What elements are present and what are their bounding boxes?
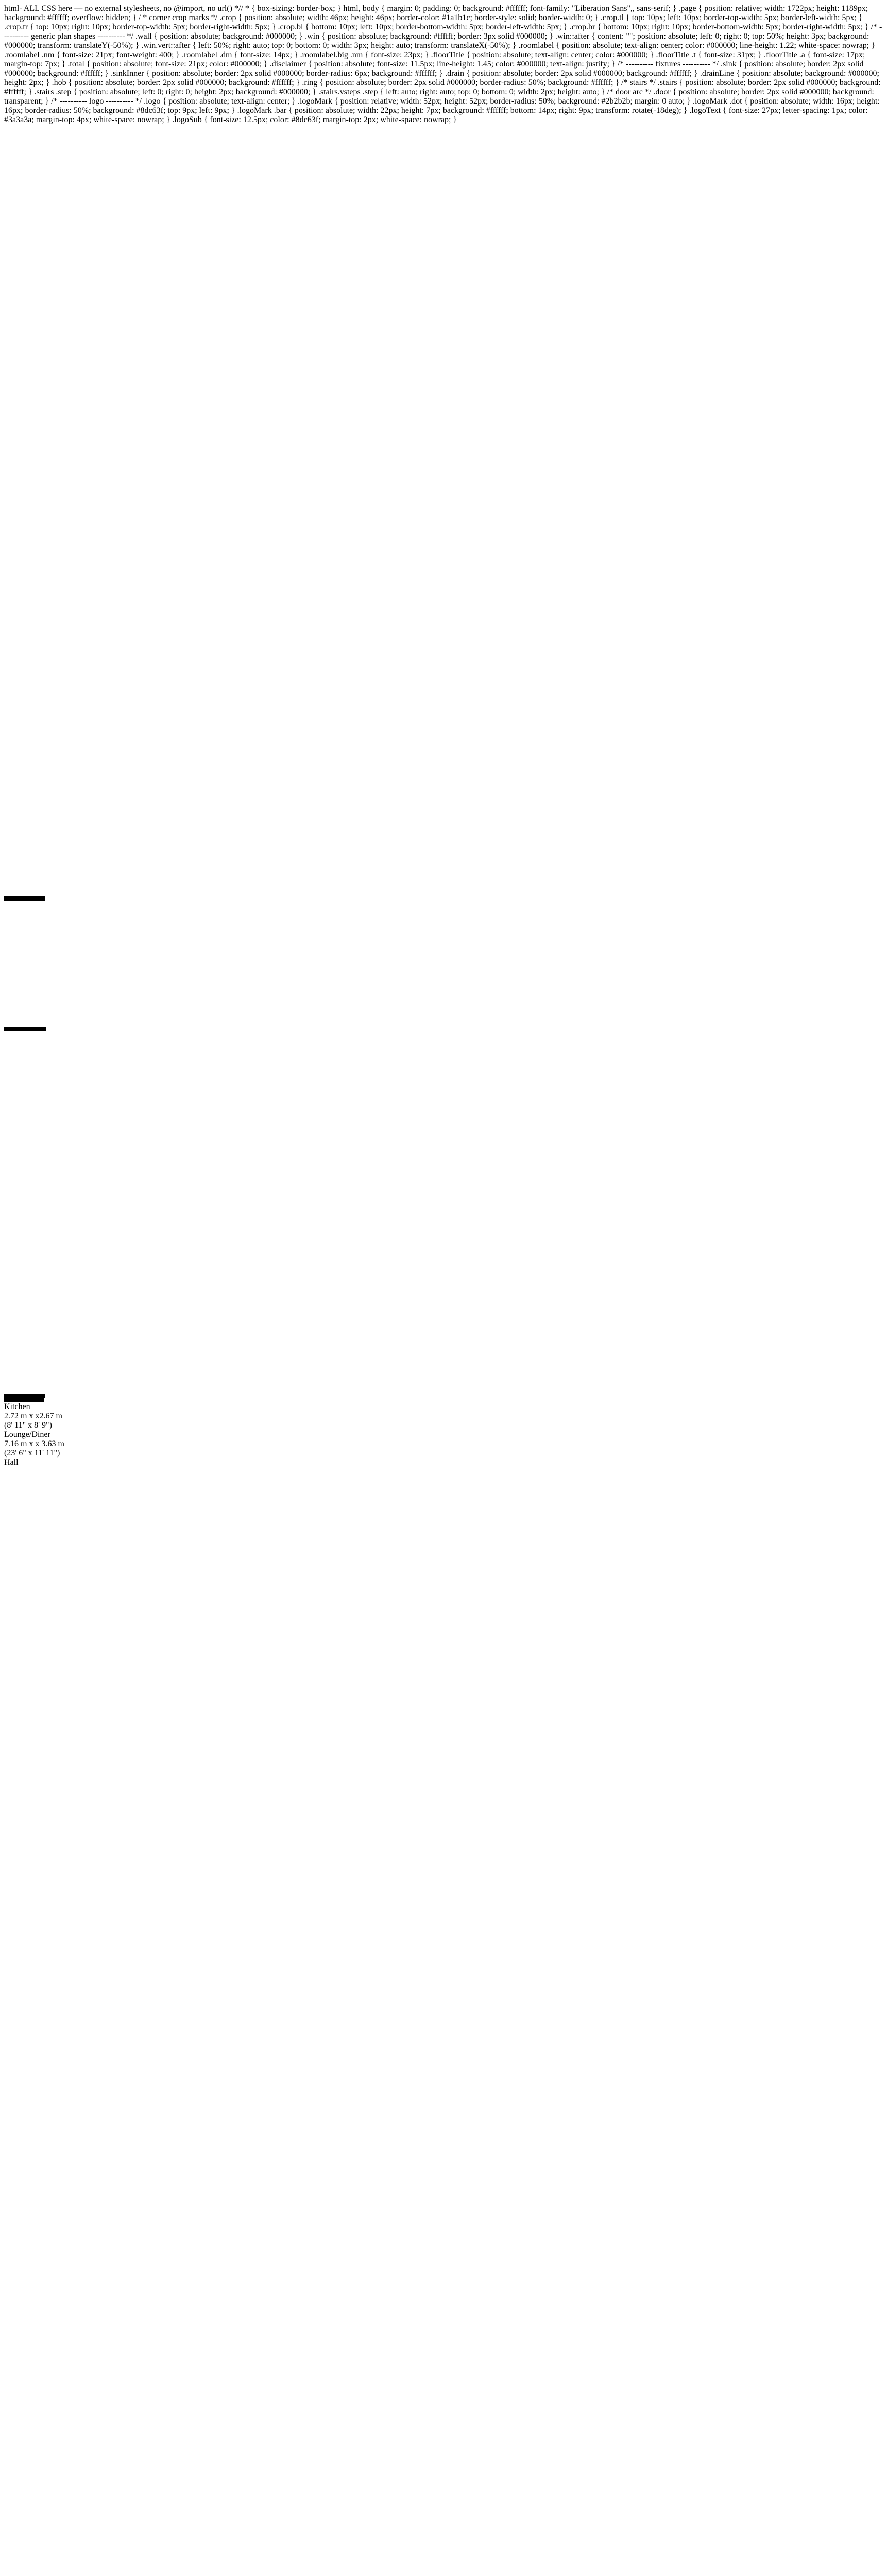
ff-wall-left: [4, 1487, 11, 1833]
room-name: Kitchen: [4, 1402, 30, 1411]
ff-wall-top-left: [4, 1467, 40, 1474]
room-name: Lounge/Diner: [4, 1430, 50, 1439]
ff-wall-right: [4, 1833, 11, 2178]
ff-wall-bottom-mid: [4, 2184, 67, 2191]
gf-wall-top-mid: [4, 131, 61, 138]
kitchen-hob: [4, 1071, 39, 1106]
ff-wall-landing-right: [4, 2316, 11, 2451]
ff-wall-bathroom-bottom: [4, 2221, 44, 2227]
ff-wall-bathroom-bottom-2: [4, 2227, 44, 2234]
gf-window-hall-bottom: [4, 867, 59, 872]
gf-wall-bottom-left: [4, 835, 36, 842]
room-label-lounge-diner: [4, 1430, 153, 1458]
kitchen-sink-unit: [4, 1031, 56, 1058]
gf-window-lounge-top: [4, 861, 80, 867]
gf-window-lounge-bottom: [4, 872, 107, 878]
kitchen-hob-ring-2: [4, 1117, 15, 1129]
kitchen-hob-ring-4: [4, 1140, 15, 1151]
ff-wall-top-mid: [4, 1474, 61, 1481]
gf-backdoor-leaf: [4, 896, 45, 901]
gf-lounge-door-leaf: [4, 1394, 45, 1398]
room-label-hall: [4, 1458, 71, 1467]
room-name: Hall: [4, 1458, 19, 1467]
room-metric: 2.72 m x x2.67 m: [4, 1412, 62, 1420]
room-metric: 7.16 m x x 3.63 m: [4, 1439, 64, 1448]
gf-wall-left: [4, 145, 11, 490]
ff-window-bathroom-top: [4, 2198, 41, 2204]
kitchen-sink-basin: [4, 1058, 27, 1071]
gf-window-kitchen-top: [4, 855, 49, 861]
kitchen-hob-ring-1: [4, 1106, 15, 1117]
room-imperial: (23' 6" x 11' 11"): [4, 1449, 60, 1458]
gf-wall-right: [4, 490, 11, 835]
ff-wall-bottom-right: [4, 2191, 41, 2198]
ff-wall-bed3-right: [4, 2496, 11, 2576]
ff-wall-bed2-bottom: [4, 2451, 883, 2458]
gf-wall-kitchen-right: [4, 901, 11, 992]
gf-kitchen-door-leaf: [4, 1027, 46, 1031]
gf-wall-bottom-right: [4, 849, 32, 855]
ff-wall-bathroom-right: [4, 2234, 883, 2316]
room-imperial: (8' 11" x 8' 9"): [4, 1421, 52, 1430]
ff-wall-landing-lower: [4, 2458, 11, 2489]
gf-wall-kitchen-bottom: [4, 992, 111, 998]
gf-staircase: [4, 1151, 50, 1240]
kitchen-hob-ring-3: [4, 1129, 15, 1140]
gf-wall-hall-right: [4, 1240, 11, 1394]
gf-front-door-leaf: [4, 1398, 44, 1402]
gf-wall-top-right: [4, 138, 32, 145]
ground-floor-plan: [4, 125, 883, 1467]
gf-wall-kitchen-door-jamb: [4, 998, 11, 1027]
ff-window-bed1-bottom: [4, 2215, 107, 2221]
ff-wall-bottom-left: [4, 2178, 30, 2184]
room-label-kitchen: [4, 1402, 100, 1430]
ff-wall-top-right: [4, 1481, 41, 1487]
gf-wall-bottom-mid: [4, 842, 61, 849]
ff-wall-bed1-top: [4, 2489, 115, 2496]
floorplan-page: [4, 125, 883, 2576]
first-floor-plan: [4, 1467, 883, 2576]
gf-backdoor-frame: [4, 878, 11, 896]
ff-window-bed3-bottom: [4, 2209, 49, 2215]
gf-wall-top-left: [4, 125, 66, 131]
